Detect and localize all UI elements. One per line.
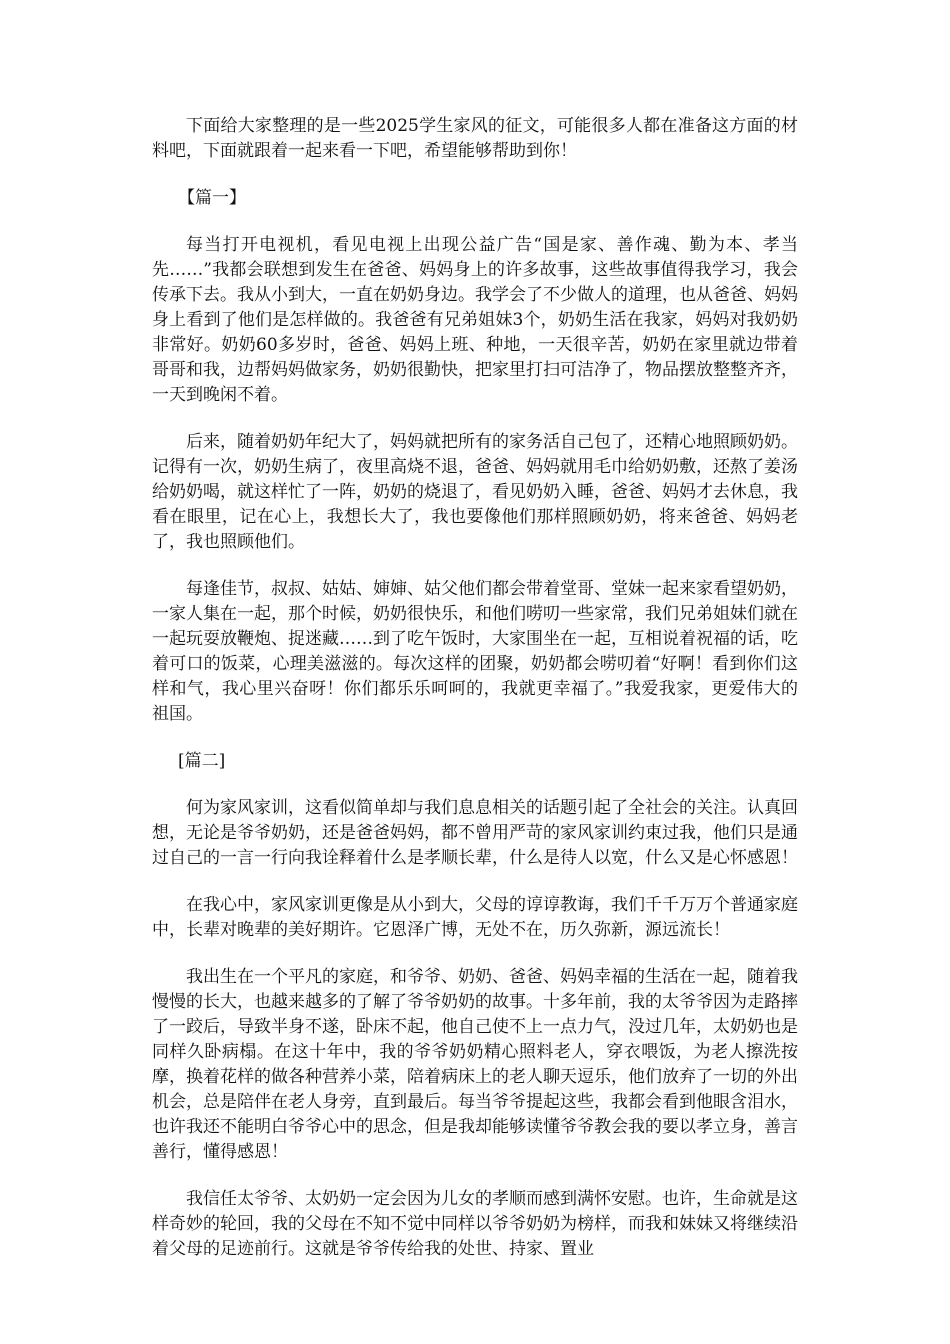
body-paragraph: 在我心中，家风家训更像是从小到大，父母的谆谆教诲，我们千千万万个普通家庭中，长辈对晚辈的美好期许。它恩泽广博，无处不在，历久弥新，源远流长！ [152,895,798,940]
body-paragraph: 后来，随着奶奶年纪大了，妈妈就把所有的家务活自己包了，还精心地照顾奶奶。记得有一次，奶奶生病了，夜里高烧不退，爸爸、妈妈就用毛巾给奶奶敷，还熬了姜汤给奶奶喝，就这样忙了一阵，奶奶的烧退了，看见奶奶入睡，爸爸、妈妈才去休息，我看在眼里，记在心上，我想长大了，我也要像他们那样照顾奶奶，将来爸爸、妈妈老了，我也照顾他们。 [152,432,798,552]
body-paragraph: 何为家风家训，这看似简单却与我们息息相关的话题引起了全社会的关注。认真回想，无论是爷爷奶奶，还是爸爸妈妈，都不曾用严苛的家风家训约束过我，他们只是通过自己的一言一行向我诠释着什么是孝顺长辈，什么是待人以宽，什么又是心怀感恩！ [152,798,798,868]
intro-paragraph: 下面给大家整理的是一些2025学生家风的征文，可能很多人都在准备这方面的材料吧，下面就跟着一起来看一下吧，希望能够帮助到你！ [152,116,798,161]
body-paragraph: 每逢佳节，叔叔、姑姑、婶婶、姑父他们都会带着堂哥、堂妹一起来家看望奶奶，一家人集在一起，那个时候，奶奶很快乐，和他们唠叨一些家常，我们兄弟姐妹们就在一起玩耍放鞭炮、捉迷藏……到了吃午饭时，大家围坐在一起，互相说着祝福的话，吃着可口的饭菜，心理美滋滋的。每次这样的团聚，奶奶都会唠叨着“好啊！看到你们这样和气，我心里兴奋呀！你们都乐乐呵呵的，我就更幸福了。”我爱我家，更爱伟大的祖国。 [152,579,798,724]
body-paragraph: 每当打开电视机，看见电视上出现公益广告“国是家、善作魂、勤为本、孝当先……”我都会联想到发生在爸爸、妈妈身上的许多故事，这些故事值得我学习，我会传承下去。我从小到大，一直在奶奶身边。我学会了不少做人的道理，也从爸爸、妈妈身上看到了他们是怎样做的。我爸爸有兄弟姐妹3个，奶奶生活在我家，妈妈对我奶奶非常好。奶奶60多岁时，爸爸、妈妈上班、种地，一天很辛苦，奶奶在家里就边带着哥哥和我，边帮妈妈做家务，奶奶很勤快，把家里打扫可洁净了，物品摆放整整齐齐，一天到晚闲不着。 [152,235,798,405]
section-heading-2: [篇二] [178,751,226,771]
section-heading-1: 【篇一】 [178,188,246,208]
body-paragraph: 我信任太爷爷、太奶奶一定会因为儿女的孝顺而感到满怀安慰。也许，生命就是这样奇妙的轮回，我的父母在不知不觉中同样以爷爷奶奶为榜样，而我和妹妹又将继续沿着父母的足迹前行。这就是爷爷传给我的处世、持家、置业 [152,1189,798,1259]
body-paragraph: 我出生在一个平凡的家庭，和爷爷、奶奶、爸爸、妈妈幸福的生活在一起，随着我慢慢的长大，也越来越多的了解了爷爷奶奶的故事。十多年前，我的太爷爷因为走路摔了一跤后，导致半身不遂，卧床不起，他自己使不上一点力气，没过几年，太奶奶也是同样久卧病榻。在这十年中，我的爷爷奶奶精心照料老人，穿衣喂饭，为老人擦洗按摩，换着花样的做各种营养小菜，陪着病床上的老人聊天逗乐，他们放弃了一切的外出机会，总是陪伴在老人身旁，直到最后。每当爷爷提起这些，我都会看到他眼含泪水，也许我还不能明白爷爷心中的思念，但是我却能够读懂爷爷教会我的要以孝立身，善言善行，懂得感恩！ [152,967,798,1162]
